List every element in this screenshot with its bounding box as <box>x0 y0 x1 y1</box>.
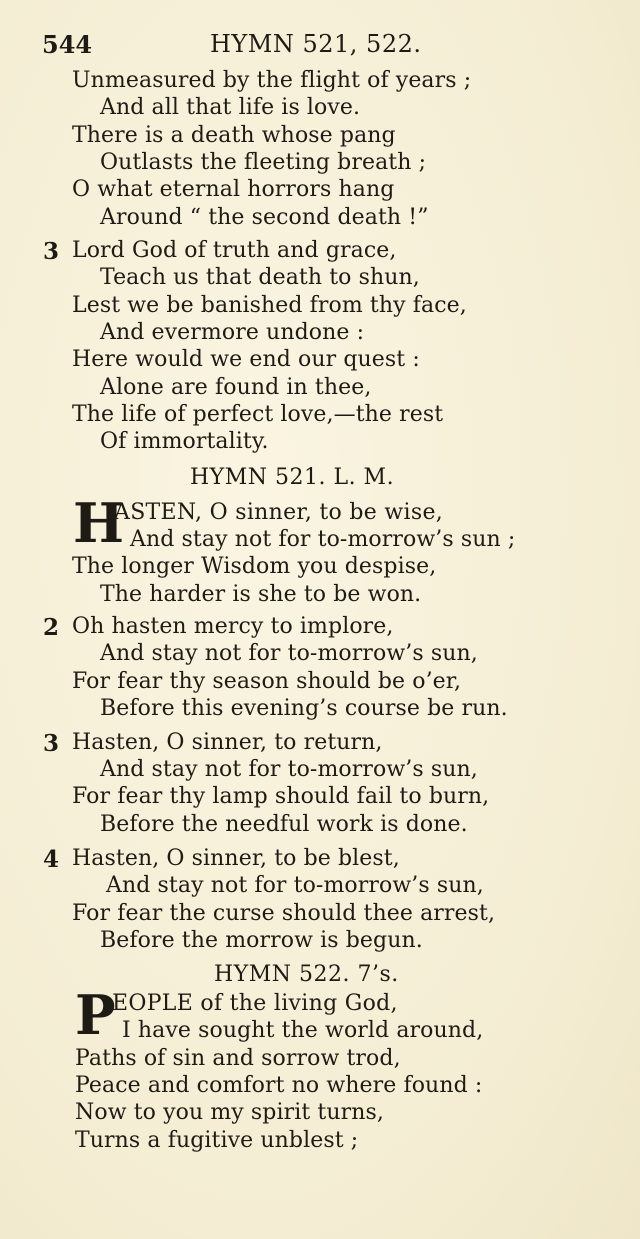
verse-line: There is a death whose pang <box>72 123 396 148</box>
verse-line: For fear thy season should be o’er, <box>72 669 462 694</box>
verse-line: And stay not for to-morrow’s sun, <box>106 873 484 898</box>
verse-line: And evermore undone : <box>100 320 365 345</box>
verse-line: Lest we be banished from thy face, <box>72 293 467 318</box>
verse-line: Here would we end our quest : <box>72 347 420 372</box>
verse-line: Oh hasten mercy to implore, <box>72 614 394 639</box>
verse-line: And stay not for to-morrow’s sun ; <box>130 527 516 552</box>
verse-line: Before this evening’s course be run. <box>100 696 508 721</box>
verse-line: Peace and comfort no where found : <box>75 1073 483 1098</box>
verse-line: Outlasts the fleeting breath ; <box>100 150 427 175</box>
verse-line: The longer Wisdom you despise, <box>72 554 437 579</box>
verse-line: I have sought the world around, <box>122 1018 484 1043</box>
verse-line: Before the morrow is begun. <box>100 928 423 953</box>
verse-line: Lord God of truth and grace, <box>72 238 397 263</box>
verse-line: Before the needful work is done. <box>100 812 468 837</box>
hymn-title: HYMN 522. 7’s. <box>214 962 399 987</box>
verse-line: EOPLE of the living God, <box>112 991 398 1016</box>
verse-line: The harder is she to be won. <box>100 582 422 607</box>
verse-line: And all that life is love. <box>100 95 361 120</box>
drop-cap: H <box>73 491 125 555</box>
verse-line: For fear the curse should thee arrest, <box>72 901 496 926</box>
verse-line: Paths of sin and sorrow trod, <box>75 1046 401 1071</box>
verse-line: Around “ the second death !” <box>100 205 429 230</box>
verse-line: And stay not for to-morrow’s sun, <box>100 641 478 666</box>
verse-line: Teach us that death to shun, <box>100 265 420 290</box>
verse-line: Of immortality. <box>100 429 269 454</box>
stanza-number: 3 <box>43 238 60 265</box>
page-number: 544 <box>42 30 93 59</box>
running-head: HYMN 521, 522. <box>210 30 422 58</box>
drop-cap: P <box>75 983 116 1047</box>
verse-line: Hasten, O sinner, to return, <box>72 730 383 755</box>
page-header <box>42 30 442 60</box>
verse-line: Unmeasured by the flight of years ; <box>72 68 472 93</box>
stanza-number: 3 <box>43 730 60 757</box>
verse-line: Turns a fugitive unblest ; <box>75 1128 359 1153</box>
verse-line: Hasten, O sinner, to be blest, <box>72 846 400 871</box>
hymn-title: HYMN 521. L. M. <box>190 465 395 490</box>
verse-line: O what eternal horrors hang <box>72 177 395 202</box>
verse-line: And stay not for to-morrow’s sun, <box>100 757 478 782</box>
stanza-number: 4 <box>43 846 60 873</box>
verse-line: ASTEN, O sinner, to be wise, <box>114 500 444 525</box>
verse-line: For fear thy lamp should fail to burn, <box>72 784 490 809</box>
verse-line: The life of perfect love,—the rest <box>72 402 444 427</box>
verse-line: Now to you my spirit turns, <box>75 1100 384 1125</box>
stanza-number: 2 <box>43 614 60 641</box>
verse-line: Alone are found in thee, <box>100 375 372 400</box>
